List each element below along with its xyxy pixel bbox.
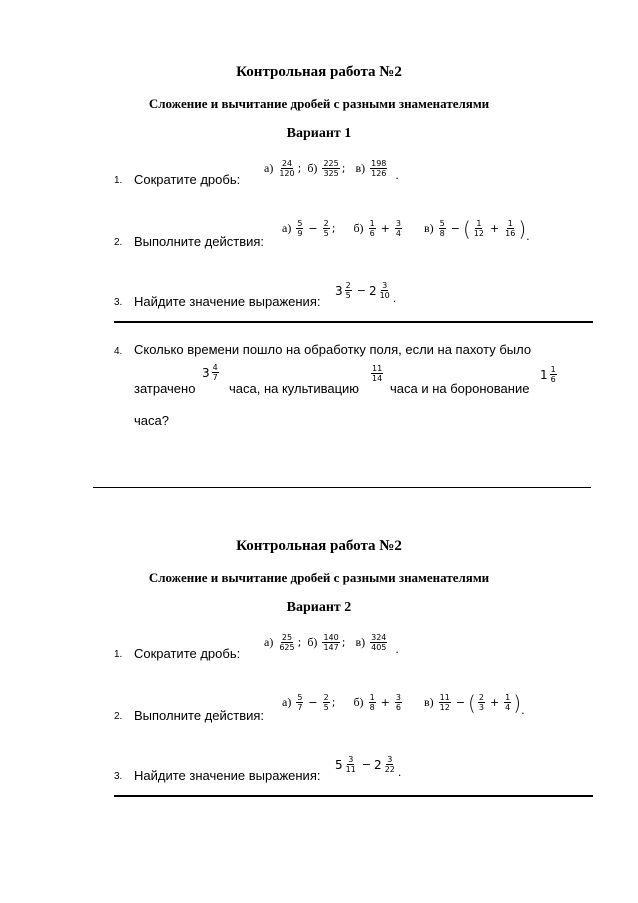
fraction	[504, 693, 511, 712]
task-number: 3.	[114, 297, 123, 308]
denominator: 5	[345, 291, 351, 300]
period: .	[397, 766, 402, 779]
right-paren: )	[518, 216, 527, 241]
numerator: 5	[297, 693, 303, 702]
page-title-v1: Контрольная работа №2	[236, 64, 402, 80]
divider-line	[114, 795, 593, 797]
period: .	[526, 230, 530, 243]
denominator: 4	[395, 229, 401, 238]
denominator: 11	[345, 765, 356, 774]
period: .	[395, 643, 399, 656]
item-label: а)	[264, 161, 274, 175]
numerator: 1	[476, 219, 482, 228]
subtitle-v2: Сложение и вычитание дробей с разными знаменателями	[148, 570, 490, 585]
item-label: б)	[307, 161, 318, 175]
task-number: 4.	[114, 346, 123, 357]
operator: −	[308, 696, 318, 709]
numerator: 140	[323, 633, 339, 642]
subtitle-v1: Сложение и вычитание дробей с разными знаменателями	[148, 96, 490, 111]
numerator: 3	[382, 281, 388, 290]
fraction	[212, 363, 219, 382]
period: .	[395, 169, 399, 182]
numerator: 5	[439, 219, 445, 228]
fraction	[369, 693, 376, 712]
numerator: 1	[505, 693, 511, 702]
fraction	[345, 755, 357, 774]
page-title-v2: Контрольная работа №2	[236, 538, 402, 554]
denominator: 7	[297, 703, 303, 712]
denominator: 625	[279, 643, 295, 652]
numerator: 324	[371, 633, 387, 642]
numerator: 25	[281, 633, 293, 642]
item-label: в)	[355, 635, 366, 649]
fraction	[504, 219, 516, 238]
denominator: 12	[473, 229, 484, 238]
denominator: 4	[505, 703, 511, 712]
denominator: 325	[323, 169, 339, 178]
whole-part: 2	[374, 757, 382, 772]
task-number: 1.	[114, 649, 123, 660]
task-number: 1.	[114, 175, 123, 186]
numerator: 11	[372, 364, 383, 373]
task1-expressions-v2	[264, 629, 399, 656]
fraction	[296, 693, 303, 712]
numerator: 3	[348, 755, 354, 764]
numerator: 2	[323, 693, 329, 702]
numerator: 2	[478, 693, 484, 702]
item-label: в)	[423, 695, 434, 709]
fraction	[278, 633, 295, 652]
operator: −	[356, 284, 366, 297]
task-text: Найдите значение выражения:	[134, 294, 321, 309]
operator: +	[380, 222, 390, 235]
operator: −	[361, 758, 372, 771]
numerator: 24	[281, 159, 293, 168]
task-text: часа?	[134, 413, 169, 428]
mixed-number	[202, 363, 221, 382]
task3-expression-v2	[335, 750, 401, 779]
separator: ;	[297, 636, 302, 649]
fraction	[370, 633, 387, 652]
denominator: 9	[297, 229, 303, 238]
denominator: 8	[439, 229, 445, 238]
operator: −	[455, 696, 466, 709]
fraction	[439, 693, 451, 712]
period: .	[521, 704, 525, 717]
denominator: 14	[372, 374, 383, 383]
item-label: б)	[307, 635, 318, 649]
denominator: 5	[323, 229, 329, 238]
fraction	[478, 693, 485, 712]
separator: ;	[331, 696, 336, 709]
denominator: 126	[371, 169, 387, 178]
numerator: 2	[323, 219, 329, 228]
task3-expression-v1	[335, 276, 396, 305]
separator: ;	[331, 222, 336, 235]
fraction	[323, 219, 330, 238]
whole-part: 3	[202, 365, 210, 380]
task-text: Сократите дробь:	[134, 172, 241, 187]
numerator: 1	[507, 219, 513, 228]
denominator: 8	[369, 703, 375, 712]
numerator: 1	[369, 693, 375, 702]
whole-part: 2	[368, 283, 377, 298]
denominator: 120	[279, 169, 295, 178]
fraction	[439, 219, 446, 238]
task-number: 2.	[114, 237, 123, 248]
item-label: б)	[353, 221, 364, 235]
denominator: 6	[369, 229, 375, 238]
numerator: 225	[323, 159, 339, 168]
fraction	[384, 755, 396, 774]
denominator: 6	[550, 375, 556, 384]
task1-expressions-v1	[264, 155, 399, 182]
mixed-number	[540, 365, 559, 384]
task-number: 2.	[114, 711, 123, 722]
task-text: часа, на культивацию	[229, 381, 360, 396]
divider-line	[114, 321, 593, 323]
denominator: 16	[505, 229, 516, 238]
denominator: 405	[371, 643, 387, 652]
fraction	[323, 693, 330, 712]
item-label: а)	[264, 635, 274, 649]
task-text: Сколько времени пошло на обработку поля, если на пахоту было	[134, 342, 532, 357]
item-label: б)	[353, 695, 364, 709]
fraction	[296, 219, 303, 238]
numerator: 1	[550, 365, 556, 374]
numerator: 1	[369, 219, 375, 228]
fraction	[395, 693, 402, 712]
task-text: Выполните действия:	[134, 234, 265, 249]
task2-expressions-v1	[282, 214, 530, 243]
operator: +	[380, 696, 390, 709]
variant-label-v2: Вариант 2	[286, 600, 352, 615]
fraction	[345, 281, 352, 300]
denominator: 22	[384, 765, 395, 774]
item-label: в)	[423, 221, 434, 235]
item-label: а)	[282, 695, 292, 709]
numerator: 3	[387, 755, 393, 764]
fraction	[369, 219, 376, 238]
denominator: 6	[395, 703, 401, 712]
numerator: 3	[395, 693, 401, 702]
operator: −	[308, 222, 318, 235]
fraction	[278, 159, 295, 178]
fraction	[473, 219, 485, 238]
fraction	[550, 365, 557, 384]
fraction	[379, 281, 391, 300]
left-paren: (	[462, 216, 471, 241]
period: .	[392, 292, 397, 305]
fraction	[322, 633, 339, 652]
task-text: затрачено	[134, 381, 196, 396]
whole-part: 5	[335, 757, 343, 772]
right-paren: )	[513, 690, 522, 715]
task2-expressions-v2	[282, 688, 525, 717]
denominator: 147	[323, 643, 339, 652]
denominator: 7	[212, 373, 218, 382]
numerator: 4	[212, 363, 218, 372]
denominator: 3	[478, 703, 484, 712]
item-label: а)	[282, 221, 292, 235]
denominator: 12	[439, 703, 450, 712]
numerator: 11	[439, 693, 450, 702]
fraction	[322, 159, 339, 178]
whole-part: 1	[540, 367, 548, 382]
task-text: Выполните действия:	[134, 708, 265, 723]
fraction	[370, 159, 387, 178]
variant-label-v1: Вариант 1	[286, 126, 352, 141]
fraction-expression	[369, 364, 385, 383]
operator: +	[489, 696, 500, 709]
operator: −	[450, 222, 460, 235]
numerator: 5	[297, 219, 303, 228]
separator: ;	[341, 162, 346, 175]
fraction	[371, 364, 383, 383]
numerator: 2	[345, 281, 351, 290]
operator: +	[489, 222, 500, 235]
cut-line	[93, 487, 591, 488]
task-text: часа и на боронование	[390, 381, 530, 396]
fraction	[395, 219, 402, 238]
denominator: 10	[379, 291, 390, 300]
denominator: 5	[323, 703, 329, 712]
whole-part: 3	[335, 283, 343, 298]
item-label: в)	[355, 161, 366, 175]
separator: ;	[297, 162, 302, 175]
left-paren: (	[468, 690, 476, 715]
task-number: 3.	[114, 771, 123, 782]
task-text: Найдите значение выражения:	[134, 768, 321, 783]
task-text: Сократите дробь:	[134, 646, 241, 661]
numerator: 3	[395, 219, 401, 228]
numerator: 198	[371, 159, 387, 168]
separator: ;	[341, 636, 346, 649]
